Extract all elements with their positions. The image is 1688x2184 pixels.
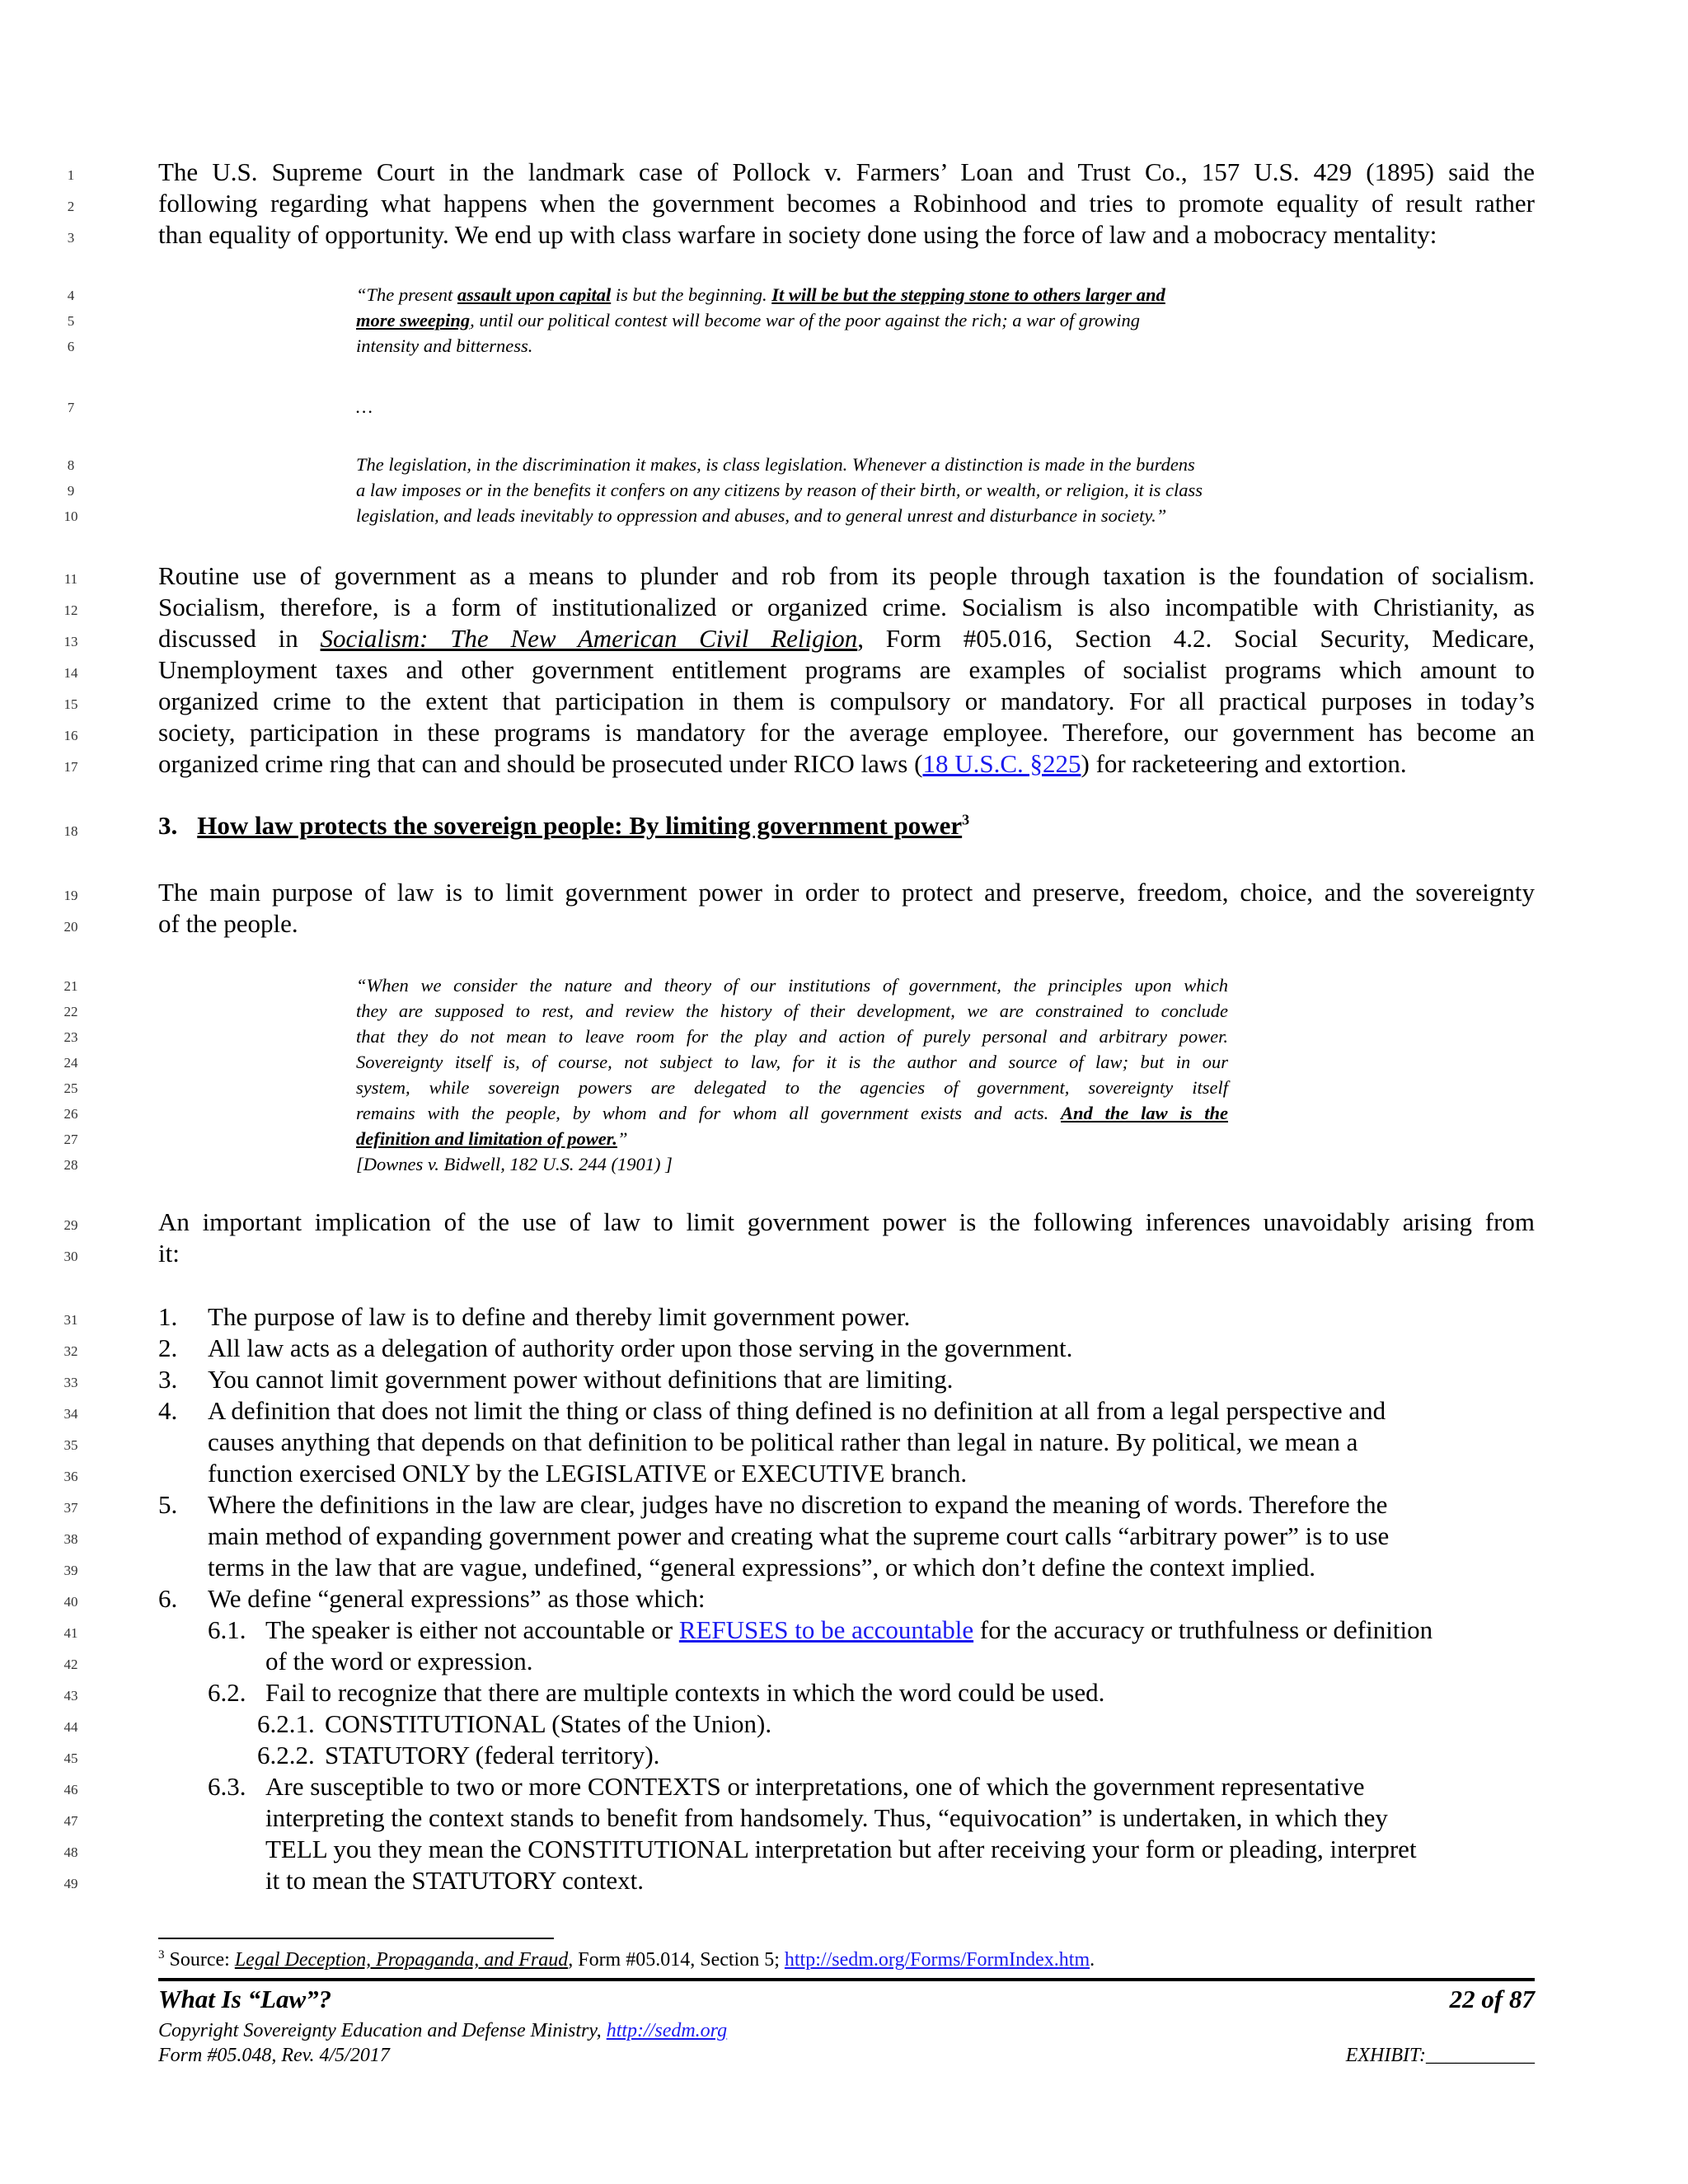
line-number: 11 — [63, 571, 78, 587]
line-number: 32 — [63, 1343, 78, 1359]
line-number: 7 — [67, 400, 75, 415]
line-number: 35 — [63, 1437, 78, 1453]
line-number: 10 — [63, 509, 78, 524]
quote-line — [356, 1101, 1228, 1126]
text-line: Routine use of government as a means to plunder and rob from its people through taxation is the foundation of socialism. — [158, 561, 1535, 590]
line-number: 33 — [63, 1375, 78, 1390]
quote-line — [356, 283, 1254, 307]
sedm-link[interactable]: http://sedm.org — [606, 2020, 728, 2041]
line-number: 12 — [63, 602, 78, 618]
line-number: 9 — [67, 483, 75, 499]
line-number: 27 — [63, 1132, 78, 1147]
text-line: Unemployment taxes and other government entitlement programs are examples of socialist programs which amount to — [158, 655, 1535, 684]
footer-title: What Is “Law”? — [158, 1985, 332, 2013]
text-line: The U.S. Supreme Court in the landmark case of Pollock v. Farmers’ Loan and Trust Co., 157 U.S. 429 (1895) said the — [158, 157, 1535, 186]
section-title: How law protects the sovereign people: By limiting government power — [197, 811, 963, 840]
quote-line: legislation, and leads inevitably to oppression and abuses, and to general unrest and disturbance in society.” — [356, 505, 1167, 526]
list-text: interpreting the context stands to benefit from handsomely. Thus, “equivocation” is undertaken, in which they — [265, 1803, 1388, 1832]
footnote-divider — [158, 1938, 554, 1939]
line-number: 8 — [67, 457, 75, 473]
line-number: 18 — [63, 823, 78, 839]
accountable-link[interactable]: REFUSES to be accountable — [678, 1615, 974, 1644]
line-number: 37 — [63, 1500, 78, 1516]
list-item — [158, 1364, 1535, 1395]
list-item — [158, 1489, 1535, 1521]
book-title: Socialism: The New American Civil Religion — [320, 624, 858, 653]
quote-emphasis: And the law is the — [1061, 1103, 1228, 1123]
list-number: 6.2.1. — [257, 1709, 315, 1738]
list-number: 3. — [158, 1365, 178, 1394]
line-number: 46 — [63, 1782, 78, 1797]
line-number: 28 — [63, 1157, 78, 1173]
line-number: 14 — [63, 665, 78, 681]
line-number: 20 — [63, 919, 78, 935]
line-number: 3 — [67, 230, 75, 246]
footnote-text: , Form #05.014, Section 5; — [568, 1949, 785, 1971]
list-text: of the word or expression. — [265, 1647, 533, 1675]
line-number: 41 — [63, 1625, 78, 1641]
footer-divider — [158, 1978, 1535, 1981]
line-number: 34 — [63, 1406, 78, 1422]
line-number: 48 — [63, 1844, 78, 1860]
line-number: 22 — [63, 1004, 78, 1019]
line-number: 5 — [67, 313, 75, 329]
list-text: causes anything that depends on that definition to be political rather than legal in nature. By political, we mean a — [208, 1427, 1358, 1456]
list-number: 2. — [158, 1333, 178, 1362]
line-number: 1 — [67, 167, 75, 183]
line-number: 40 — [63, 1594, 78, 1610]
line-number: 38 — [63, 1531, 78, 1547]
line-number: 4 — [67, 288, 75, 303]
line-number: 23 — [63, 1029, 78, 1045]
forms-index-link[interactable]: http://sedm.org/Forms/FormIndex.htm — [784, 1949, 1090, 1971]
footnote-text: Source: — [164, 1949, 235, 1971]
footnote-marker: 3 — [158, 1948, 165, 1961]
line-number: 31 — [63, 1312, 78, 1328]
line-number: 30 — [63, 1249, 78, 1264]
quote-line: The legislation, in the discrimination it makes, is class legislation. Whenever a distinction is made in the burdens — [356, 454, 1195, 475]
list-item — [208, 1615, 1584, 1646]
list-number: 4. — [158, 1396, 178, 1425]
text-line: than equality of opportunity. We end up with class warfare in society done using the force of law and a mobocracy mentality: — [158, 220, 1437, 249]
line-number: 16 — [63, 728, 78, 743]
text-line: An important implication of the use of law to limit government power is the following inferences unavoidably arising from — [158, 1207, 1535, 1236]
text-line: Socialism, therefore, is a form of institutionalized or organized crime. Socialism is also incompatible with Christianity, as — [158, 593, 1535, 621]
list-item — [158, 1301, 1535, 1333]
list-text: terms in the law that are vague, undefined, “general expressions”, or which don’t define the context implied. — [208, 1553, 1316, 1582]
line-number: 49 — [63, 1876, 78, 1891]
quote-text: ” — [617, 1128, 628, 1149]
line-number: 36 — [63, 1469, 78, 1484]
list-text: The speaker is either not accountable or — [265, 1615, 679, 1644]
list-number: 1. — [158, 1302, 178, 1331]
line-number: 17 — [63, 759, 78, 775]
line-number: 19 — [63, 888, 78, 903]
line-number: 26 — [63, 1106, 78, 1122]
list-item — [158, 1395, 1535, 1427]
quote-text: , until our political contest will become war of the poor against the rich; a war of growing — [470, 310, 1141, 330]
list-item — [208, 1677, 1584, 1708]
quote-emphasis: It will be but the stepping stone to others larger and — [771, 284, 1165, 305]
text-span: discussed in — [158, 624, 321, 653]
footnote — [158, 1949, 1095, 1971]
footer-copyright — [158, 2020, 727, 2042]
quote-line: system, while sovereign powers are delegated to the agencies of government, sovereignty itself — [356, 1077, 1228, 1098]
list-text: for the accuracy or truthfulness or definition — [973, 1615, 1433, 1644]
list-item — [257, 1708, 1634, 1740]
quote-line: that they do not mean to leave room for the play and action of purely personal and arbitrary power. — [356, 1026, 1228, 1047]
quote-citation: [Downes v. Bidwell, 182 U.S. 244 (1901) ] — [356, 1154, 673, 1174]
list-number: 6. — [158, 1584, 178, 1613]
line-number: 47 — [63, 1813, 78, 1829]
text-line — [158, 748, 1535, 780]
line-number: 45 — [63, 1750, 78, 1766]
line-number: 44 — [63, 1719, 78, 1735]
text-line: it: — [158, 1239, 180, 1268]
list-text: function exercised ONLY by the LEGISLATIVE or EXECUTIVE branch. — [208, 1459, 968, 1488]
list-text: We define “general expressions” as those which: — [208, 1584, 706, 1613]
text-span: ) for racketeering and extortion. — [1081, 749, 1407, 778]
list-number: 6.3. — [208, 1772, 246, 1801]
quote-line: a law imposes or in the benefits it confers on any citizens by reason of their birth, or wealth, or religion, it is class — [356, 480, 1203, 500]
footnote-ref[interactable]: 3 — [962, 811, 970, 828]
footer-form: Form #05.048, Rev. 4/5/2017 — [158, 2045, 390, 2066]
quote-text: is but the beginning. — [611, 284, 772, 305]
section-number: 3. — [158, 811, 178, 840]
quote-line: “When we consider the nature and theory of our institutions of government, the principles upon which — [356, 975, 1228, 996]
list-item — [158, 1333, 1535, 1364]
quote-ellipsis: … — [356, 396, 373, 417]
list-number: 6.2.2. — [257, 1741, 315, 1769]
text-line: of the people. — [158, 909, 298, 938]
copyright-text: Copyright Sovereignty Education and Defense Ministry, — [158, 2020, 607, 2041]
list-number: 5. — [158, 1490, 178, 1519]
list-item — [208, 1771, 1584, 1802]
quote-line — [356, 308, 1254, 333]
list-text: STATUTORY (federal territory). — [325, 1741, 660, 1769]
quote-line — [356, 1127, 1254, 1151]
line-number: 29 — [63, 1217, 78, 1233]
text-span: , Form #05.016, Section 4.2. Social Security, Medicare, — [857, 624, 1535, 653]
usc-link[interactable]: 18 U.S.C. §225 — [922, 749, 1081, 778]
footnote-title: Legal Deception, Propaganda, and Fraud — [234, 1949, 569, 1971]
line-number: 2 — [67, 199, 75, 214]
list-text: You cannot limit government power without definitions that are limiting. — [208, 1365, 954, 1394]
exhibit-field: EXHIBIT:___________ — [1345, 2045, 1535, 2066]
list-item — [158, 1583, 1535, 1615]
line-number: 13 — [63, 634, 78, 649]
footnote-text: . — [1090, 1949, 1095, 1971]
list-text: it to mean the STATUTORY context. — [265, 1866, 645, 1895]
line-number: 25 — [63, 1080, 78, 1096]
page-number: 22 of 87 — [1449, 1985, 1535, 2013]
line-number: 42 — [63, 1657, 78, 1672]
text-line — [158, 623, 1535, 654]
quote-text: “The present — [356, 284, 457, 305]
list-item — [257, 1740, 1634, 1771]
text-line: organized crime to the extent that participation in them is compulsory or mandatory. For all practical purposes in today’s — [158, 687, 1535, 715]
list-text: A definition that does not limit the thing or class of thing defined is no definition at all from a legal perspective and — [208, 1396, 1386, 1425]
list-text: main method of expanding government power and creating what the supreme court calls “arbitrary power” is to use — [208, 1521, 1390, 1550]
line-number: 6 — [67, 339, 75, 354]
quote-emphasis: assault upon capital — [457, 284, 612, 305]
list-text: CONSTITUTIONAL (States of the Union). — [325, 1709, 772, 1738]
list-text: All law acts as a delegation of authority order upon those serving in the government. — [208, 1333, 1073, 1362]
text-line: society, participation in these programs is mandatory for the average employee. Therefore, our government has become an — [158, 718, 1535, 747]
text-line: The main purpose of law is to limit government power in order to protect and preserve, freedom, choice, and the sovereignty — [158, 878, 1535, 907]
quote-emphasis: more sweeping — [356, 310, 471, 330]
line-number: 39 — [63, 1563, 78, 1578]
line-number: 15 — [63, 696, 78, 712]
list-text: Fail to recognize that there are multiple contexts in which the word could be used. — [265, 1678, 1105, 1707]
line-number: 43 — [63, 1688, 78, 1704]
section-heading — [158, 811, 969, 841]
quote-line: they are supposed to rest, and review the history of their development, we are constrained to conclude — [356, 1001, 1228, 1021]
quote-line: Sovereignty itself is, of course, not subject to law, for it is the author and source of law; but in our — [356, 1052, 1228, 1072]
line-number: 21 — [63, 978, 78, 994]
list-text: TELL you they mean the CONSTITUTIONAL interpretation but after receiving your form or pleading, interpret — [265, 1835, 1417, 1863]
quote-text: remains with the people, by whom and for whom all government exists and acts. — [356, 1103, 1062, 1123]
list-text: Are susceptible to two or more CONTEXTS or interpretations, one of which the government representative — [265, 1772, 1365, 1801]
quote-emphasis: definition and limitation of power. — [356, 1128, 617, 1149]
quote-line: intensity and bitterness. — [356, 335, 533, 356]
list-number: 6.2. — [208, 1678, 246, 1707]
list-number: 6.1. — [208, 1615, 246, 1644]
list-text: The purpose of law is to define and thereby limit government power. — [208, 1302, 911, 1331]
list-text: Where the definitions in the law are clear, judges have no discretion to expand the meaning of words. Therefore the — [208, 1490, 1388, 1519]
text-line: following regarding what happens when the government becomes a Robinhood and tries to promote equality of result rather — [158, 189, 1535, 218]
line-number: 24 — [63, 1055, 78, 1071]
text-span: organized crime ring that can and should be prosecuted under RICO laws ( — [158, 749, 923, 778]
